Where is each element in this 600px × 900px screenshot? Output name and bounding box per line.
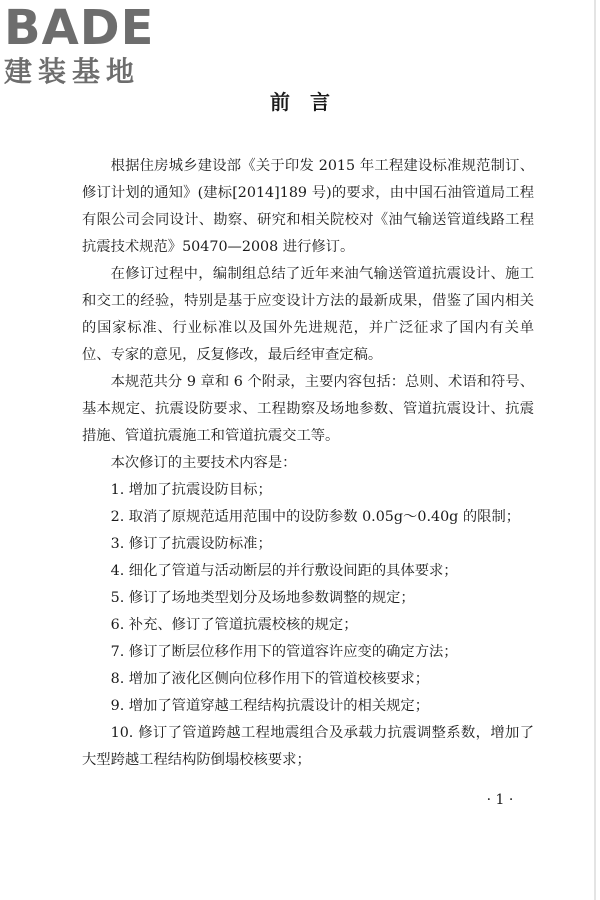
document-body — [82, 153, 534, 774]
watermark-brand: BADE — [4, 0, 155, 56]
list-item: 5. 修订了场地类型划分及场地参数调整的规定； — [110, 590, 415, 606]
list-item: 8. 增加了液化区侧向位移作用下的管道校核要求； — [110, 671, 430, 687]
bade-watermark-logo — [4, 0, 184, 88]
list-item: 10. 修订了管道跨越工程地震组合及承载力抗震调整系数，增加了大型跨越工程结构防倒塌校核要求； — [82, 725, 534, 768]
page-title: 前言 — [270, 90, 350, 114]
paragraph: 本规范共分 9 章和 6 个附录，主要内容包括：总则、术语和符号、基本规定、抗震设防要求、工程勘察及场地参数、管道抗震设计、抗震措施、管道抗震施工和管道抗震交工等。 — [82, 374, 534, 444]
paragraph: 本次修订的主要技术内容是： — [110, 455, 297, 471]
list-item: 7. 修订了断层位移作用下的管道容许应变的确定方法； — [110, 644, 458, 660]
list-item: 1. 增加了抗震设防目标； — [110, 482, 272, 498]
paragraph: 根据住房城乡建设部《关于印发 2015 年工程建设标准规范制订、修订计划的通知》(建标[2014]189 号)的要求，由中国石油管道局工程有限公司会同设计、勘察、研究和相关院校对《油气输送管道线路工程抗震技术规范》50470—2008 进行修订。 — [82, 158, 534, 255]
list-item: 4. 细化了管道与活动断层的并行敷设间距的具体要求； — [110, 563, 458, 579]
list-item: 9. 增加了管道穿越工程结构抗震设计的相关规定； — [110, 698, 430, 714]
list-item: 2. 取消了原规范适用范围中的设防参数 0.05g～0.40g 的限制； — [110, 509, 521, 525]
paragraph: 在修订过程中，编制组总结了近年来油气输送管道抗震设计、施工和交工的经验，特别是基于应变设计方法的最新成果，借鉴了国内相关的国家标准、行业标准以及国外先进规范，并广泛征求了国内有关单位、专家的意见，反复修改，最后经审查定稿。 — [82, 266, 534, 363]
page-number: · 1 · — [486, 792, 514, 808]
watermark-subtitle: 建装基地 — [4, 55, 141, 88]
list-item: 3. 修订了抗震设防标准； — [110, 536, 272, 552]
list-item: 6. 补充、修订了管道抗震校核的规定； — [110, 617, 358, 633]
page-edge-divider — [594, 0, 596, 900]
